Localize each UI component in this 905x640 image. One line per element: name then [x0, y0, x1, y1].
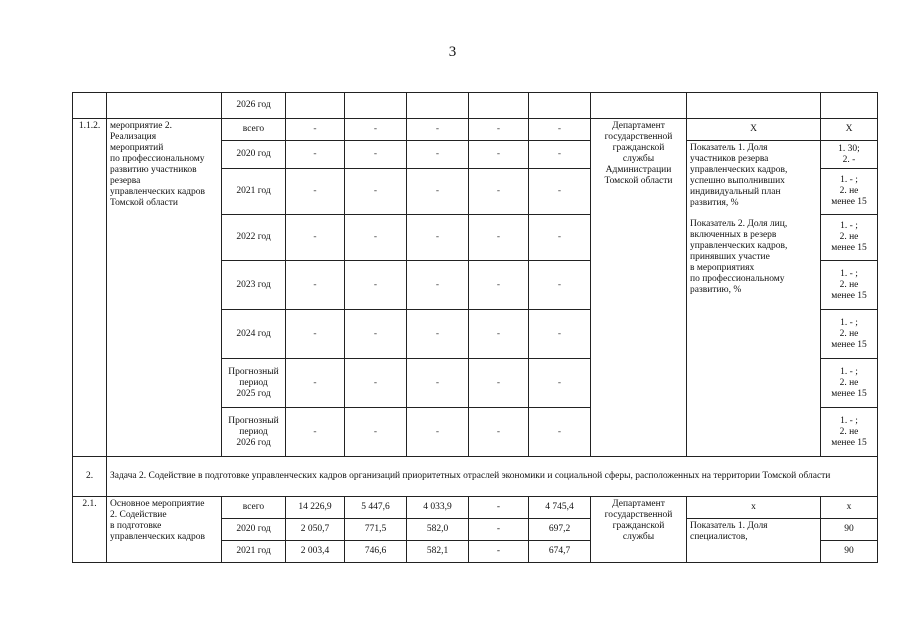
- value-cell: -: [469, 497, 529, 519]
- empty-cell: [107, 93, 222, 119]
- indicator-value: 90: [821, 519, 878, 541]
- program-table: [72, 92, 878, 563]
- value-cell: 771,5: [345, 519, 407, 541]
- value-cell: 582,0: [407, 519, 469, 541]
- value-cell: 2 003,4: [286, 541, 345, 563]
- indicator-2: Показатель 2. Доля лиц, включенных в резерв управленческих кадров, принявших участие в мероприятиях по профессиональному развитию, %: [690, 219, 788, 295]
- value-cell: -: [345, 359, 407, 408]
- year-cell: 2020 год: [222, 519, 286, 541]
- empty-cell: [821, 93, 878, 119]
- value-cell: -: [407, 408, 469, 457]
- indicator-cell: Х: [687, 119, 821, 141]
- value-cell: -: [469, 261, 529, 310]
- table-row: [73, 93, 878, 119]
- value-cell: -: [345, 169, 407, 215]
- value-cell: -: [469, 541, 529, 563]
- task-number: 2.: [73, 457, 107, 497]
- value-cell: -: [529, 141, 591, 169]
- value-cell: -: [529, 310, 591, 359]
- value-cell: -: [407, 169, 469, 215]
- page-number: 3: [448, 44, 457, 60]
- item-number: 2.1.: [73, 497, 107, 563]
- value-cell: -: [286, 169, 345, 215]
- value-cell: -: [407, 119, 469, 141]
- value-cell: -: [286, 359, 345, 408]
- indicator-value: 1. 30; 2. -: [821, 141, 878, 169]
- item-name: Основное мероприятие 2. Содействие в подготовке управленческих кадров: [107, 497, 222, 563]
- empty-cell: [345, 93, 407, 119]
- year-cell: 2023 год: [222, 261, 286, 310]
- value-cell: -: [407, 310, 469, 359]
- value-cell: 697,2: [529, 519, 591, 541]
- indicator-value: х: [821, 497, 878, 519]
- indicator-value: 1. - ; 2. не менее 15: [821, 310, 878, 359]
- value-cell: 582,1: [407, 541, 469, 563]
- value-cell: -: [407, 261, 469, 310]
- executor-cell: Департамент государственной гражданской службы Администрации Томской области: [591, 119, 687, 457]
- empty-cell: [469, 93, 529, 119]
- value-cell: 746,6: [345, 541, 407, 563]
- value-cell: -: [286, 119, 345, 141]
- indicator-value: 1. - ; 2. не менее 15: [821, 359, 878, 408]
- value-cell: 4 745,4: [529, 497, 591, 519]
- year-cell: всего: [222, 119, 286, 141]
- value-cell: -: [286, 408, 345, 457]
- value-cell: -: [469, 359, 529, 408]
- table-row: [73, 119, 878, 141]
- value-cell: -: [469, 119, 529, 141]
- value-cell: -: [529, 408, 591, 457]
- value-cell: 2 050,7: [286, 519, 345, 541]
- value-cell: -: [286, 141, 345, 169]
- indicator-value: 1. - ; 2. не менее 15: [821, 261, 878, 310]
- value-cell: -: [407, 359, 469, 408]
- value-cell: -: [345, 310, 407, 359]
- value-cell: -: [407, 215, 469, 261]
- indicator-1: Показатель 1. Доля участников резерва управленческих кадров, успешно выполнивших индивидуальный план развития, %: [690, 143, 788, 208]
- value-cell: -: [345, 141, 407, 169]
- indicator-value: 90: [821, 541, 878, 563]
- year-cell: 2024 год: [222, 310, 286, 359]
- indicator-value: Х: [821, 119, 878, 141]
- value-cell: 4 033,9: [407, 497, 469, 519]
- value-cell: -: [286, 310, 345, 359]
- value-cell: -: [529, 261, 591, 310]
- table-row: [73, 497, 878, 519]
- year-cell: 2020 год: [222, 141, 286, 169]
- indicator-cell: Показатель 1. Доля специалистов,: [687, 519, 821, 563]
- empty-cell: [73, 93, 107, 119]
- item-number: 1.1.2.: [73, 119, 107, 457]
- value-cell: -: [407, 141, 469, 169]
- empty-cell: [591, 93, 687, 119]
- value-cell: -: [529, 215, 591, 261]
- indicator-value: 1. - ; 2. не менее 15: [821, 408, 878, 457]
- indicator-cell: [687, 141, 821, 457]
- value-cell: -: [469, 169, 529, 215]
- year-cell: 2022 год: [222, 215, 286, 261]
- value-cell: -: [469, 310, 529, 359]
- indicator-value: 1. - ; 2. не менее 15: [821, 169, 878, 215]
- value-cell: -: [345, 215, 407, 261]
- empty-cell: [286, 93, 345, 119]
- year-cell: 2021 год: [222, 169, 286, 215]
- value-cell: 674,7: [529, 541, 591, 563]
- value-cell: -: [345, 408, 407, 457]
- value-cell: -: [469, 408, 529, 457]
- task-text: Задача 2. Содействие в подготовке управленческих кадров организаций приоритетных отраслей экономики и социальной сферы, расположенных на территории Томской области: [107, 457, 878, 497]
- year-cell: Прогнозный период 2026 год: [222, 408, 286, 457]
- value-cell: -: [529, 359, 591, 408]
- year-cell: 2026 год: [222, 93, 286, 119]
- year-cell: Прогнозный период 2025 год: [222, 359, 286, 408]
- indicator-value: 1. - ; 2. не менее 15: [821, 215, 878, 261]
- year-cell: 2021 год: [222, 541, 286, 563]
- value-cell: -: [469, 215, 529, 261]
- value-cell: -: [345, 119, 407, 141]
- table-row: [73, 457, 878, 497]
- indicator-cell: х: [687, 497, 821, 519]
- item-name: мероприятие 2. Реализация мероприятий по профессиональному развитию участников резерва управленческих кадров Томской области: [107, 119, 222, 457]
- executor-cell: Департамент государственной гражданской службы: [591, 497, 687, 563]
- value-cell: -: [529, 169, 591, 215]
- value-cell: -: [469, 519, 529, 541]
- empty-cell: [529, 93, 591, 119]
- value-cell: -: [469, 141, 529, 169]
- value-cell: -: [529, 119, 591, 141]
- value-cell: 14 226,9: [286, 497, 345, 519]
- year-cell: всего: [222, 497, 286, 519]
- value-cell: 5 447,6: [345, 497, 407, 519]
- empty-cell: [407, 93, 469, 119]
- value-cell: -: [286, 261, 345, 310]
- empty-cell: [687, 93, 821, 119]
- value-cell: -: [286, 215, 345, 261]
- value-cell: -: [345, 261, 407, 310]
